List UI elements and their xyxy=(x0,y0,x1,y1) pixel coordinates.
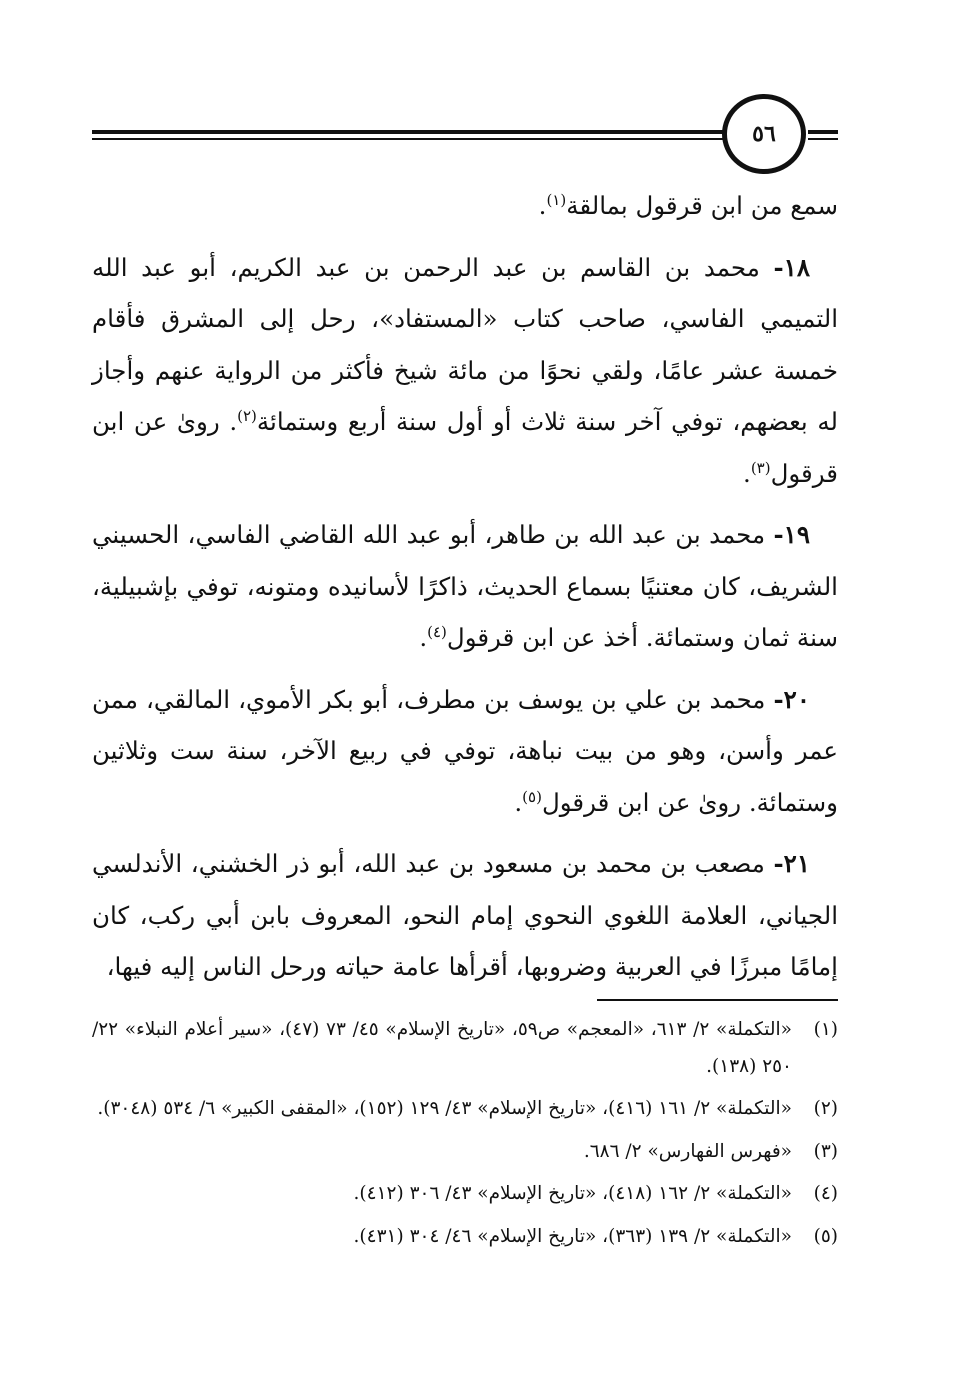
footnote-separator xyxy=(597,999,838,1001)
footnote-item xyxy=(92,1091,838,1128)
footnote-text: «التكملة» ٢/ ٦١٣، «المعجم» ص٥٩، «تاريخ الإسلام» ٤٥/ ٧٣ (٤٧)، «سير أعلام النبلاء» ٢٢/ ٢٥٠ (١٣٨). xyxy=(92,1019,792,1077)
entry-18 xyxy=(92,242,838,500)
entry-number: ١٩- xyxy=(773,520,810,549)
page-header xyxy=(0,88,956,178)
paragraph-text-continued: . روىٰ عن ابن قرقول xyxy=(92,407,838,488)
footnote-mark: (١) xyxy=(813,1019,838,1040)
paragraph-end: . xyxy=(743,458,751,488)
page-number: ٥٦ xyxy=(752,121,776,147)
footnotes xyxy=(92,1012,838,1261)
footnote-item xyxy=(92,1176,838,1213)
header-rule-tail-thick xyxy=(808,130,838,134)
header-rule-thick xyxy=(92,130,730,134)
paragraph-end: . xyxy=(419,623,428,652)
footnote-ref[interactable]: (٤) xyxy=(427,622,447,641)
footnote-item xyxy=(92,1219,838,1256)
paragraph-end: . xyxy=(538,191,547,220)
paragraph-text: سمع من ابن قرقول بمالقة xyxy=(566,191,838,220)
footnote-ref[interactable]: (٥) xyxy=(522,787,542,806)
footnote-text: «فهرس الفهارس» ٢/ ٦٨٦. xyxy=(583,1140,792,1162)
paragraph-text: محمد بن القاسم بن عبد الرحمن بن عبد الكريم، أبو عبد الله التميمي الفاسي، صاحب كتاب «المستفاد»، رحل إلى المشرق فأقام خمسة عشر عامًا، ولقي نحوًا من مائة شيخ فأكثر من الرواية عنهم وأجاز له بعضهم، توفي آخر سنة ثلاث أو أول سنة أربع وستمائة xyxy=(92,252,838,436)
footnote-item xyxy=(92,1012,838,1085)
page-number-badge xyxy=(722,94,806,174)
entry-number: ٢٠- xyxy=(773,684,810,714)
footnote-mark: (٢) xyxy=(813,1098,838,1119)
footnote-text: «التكملة» ٢/ ١٣٩ (٣٦٣)، «تاريخ الإسلام» ٤٦/ ٣٠٤ (٤٣١). xyxy=(353,1225,792,1247)
entry-number: ١٨- xyxy=(773,252,810,282)
footnote-ref[interactable]: (١) xyxy=(546,190,567,209)
footnote-text: «التكملة» ٢/ ١٦١ (٤١٦)، «تاريخ الإسلام» ٤٣/ ١٢٩ (١٥٢)، «المقفى الكبير» ٦/ ٥٣٤ (٣٠٤٨). xyxy=(97,1098,792,1119)
entry-19 xyxy=(92,509,838,664)
footnote-ref[interactable]: (٣) xyxy=(750,458,771,477)
footnote-mark: (٥) xyxy=(813,1225,838,1247)
footnote-mark: (٣) xyxy=(813,1140,838,1162)
paragraph-intro xyxy=(92,180,838,232)
footnote-item xyxy=(92,1134,838,1171)
header-rule-tail-thin xyxy=(808,138,838,140)
entry-20 xyxy=(92,674,838,829)
entry-number: ٢١- xyxy=(773,849,810,878)
footnote-mark: (٤) xyxy=(813,1183,838,1204)
paragraph-text: محمد بن علي بن يوسف بن مطرف، أبو بكر الأموي، المالقي، ممن عمر وأسن، وهو من بيت نباهة، توفي في ربيع الآخر، سنة ست وثلاثين وستمائة. روىٰ عن ابن قرقول xyxy=(92,684,838,817)
paragraph-end: . xyxy=(514,787,523,817)
header-rule-thin xyxy=(92,138,730,140)
footnote-ref[interactable]: (٢) xyxy=(237,406,257,425)
footnote-text: «التكملة» ٢/ ١٦٢ (٤١٨)، «تاريخ الإسلام» ٤٣/ ٣٠٦ (٤١٢). xyxy=(353,1183,792,1204)
main-text xyxy=(92,180,838,1003)
paragraph-text: محمد بن عبد الله بن طاهر، أبو عبد الله القاضي الفاسي، الحسيني الشريف، كان معتنيًا بسماع الحديث، ذاكرًا لأسانيده ومتونه، توفي بإشبيلية، سنة ثمان وستمائة. أخذ عن ابن قرقول xyxy=(92,520,838,652)
entry-21 xyxy=(92,838,838,993)
paragraph-text: مصعب بن محمد بن مسعود بن عبد الله، أبو ذر الخشني، الأندلسي الجياني، العلامة اللغوي النحوي إمام النحو، المعروف بابن أبي ركب، كان إمامًا مبرزًا في العربية وضروبها، أقرأها عامة حياته ورحل الناس إليه فيها، xyxy=(92,849,838,981)
